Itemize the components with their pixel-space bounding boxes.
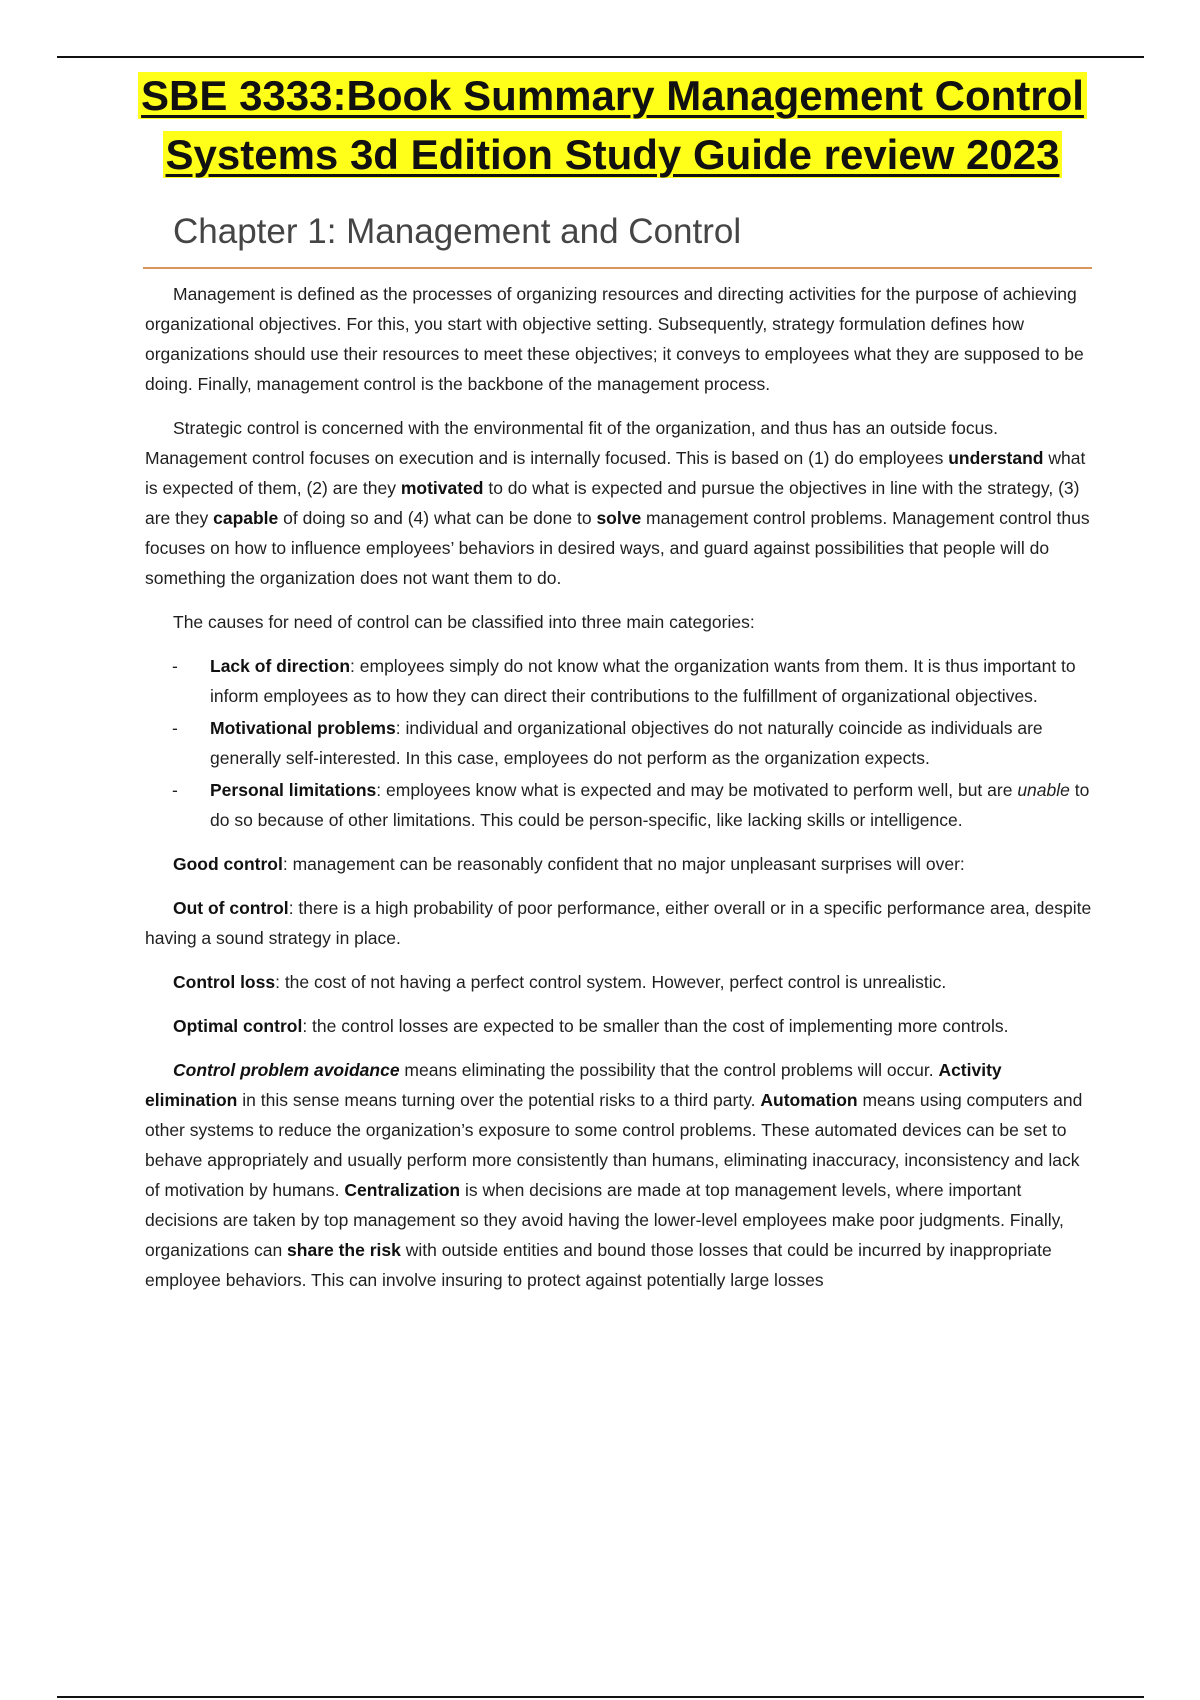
document-title	[130, 66, 1095, 184]
term-motivational-problems: Motivational problems	[210, 718, 396, 738]
document-body	[145, 279, 1095, 1309]
bullet-dash: -	[172, 656, 178, 676]
bullet-dash: -	[172, 718, 178, 738]
list-item: - Personal limitations: employees know what is expected and may be motivated to perform well, but are unable to do so because of other limitations. This could be person-specific, like lacking skills or intelligence.	[145, 775, 1095, 835]
bottom-rule	[57, 1696, 1144, 1698]
bold-solve: solve	[596, 508, 642, 528]
paragraph-management-definition: Management is defined as the processes of organizing resources and directing activities for the purpose of achieving organizational objectives. For this, you start with objective setting. Subsequently, strategy formulation defines how organizations should use their resources to meet these objectives; it conveys to employees what they are supposed to be doing. Finally, management control is the backbone of the management process.	[145, 284, 1084, 394]
bold-motivated: motivated	[400, 478, 484, 498]
bold-automation: Automation	[760, 1090, 858, 1110]
bold-italic-control-problem-avoidance: Control problem avoidance	[173, 1060, 400, 1080]
definition-good-control: Good control: management can be reasonably confident that no major unpleasant surprises will over:	[173, 854, 965, 874]
title-line-2: Systems 3d Edition Study Guide review 2023	[163, 131, 1063, 178]
causes-list	[145, 651, 1095, 835]
bold-centralization: Centralization	[344, 1180, 461, 1200]
definition-control-loss: Control loss: the cost of not having a perfect control system. However, perfect control is unrealistic.	[173, 972, 947, 992]
bold-understand: understand	[948, 448, 1044, 468]
italic-unable: unable	[1017, 780, 1070, 800]
term-personal-limitations: Personal limitations	[210, 780, 377, 800]
bold-capable: capable	[213, 508, 279, 528]
paragraph-strategic-control: Strategic control is concerned with the environmental fit of the organization, and thus has an outside focus. Management control focuses on execution and is internally focused. This is based on (1) do employees understand what is expected of them, (2) are they motivated to do what is expected and pursue the objectives in line with the strategy, (3) are they capable of doing so and (4) what can be done to solve management control problems. Management control thus focuses on how to influence employees’ behaviors in desired ways, and guard against possibilities that people will do something the organization does not want them to do.	[145, 418, 1090, 588]
term-lack-of-direction: Lack of direction	[210, 656, 351, 676]
title-line-1: SBE 3333:Book Summary Management Control	[138, 72, 1087, 119]
definition-optimal-control: Optimal control: the control losses are expected to be smaller than the cost of implementing more controls.	[173, 1016, 1009, 1036]
list-item: - Lack of direction: employees simply do not know what the organization wants from them. It is thus important to inform employees as to how they can direct their contributions to the fulfillment of organizational objectives.	[145, 651, 1095, 711]
bold-share-the-risk: share the risk	[287, 1240, 401, 1260]
definition-out-of-control: Out of control: there is a high probability of poor performance, either overall or in a specific performance area, despite having a sound strategy in place.	[145, 898, 1092, 948]
paragraph-control-problem-avoidance: Control problem avoidance means eliminating the possibility that the control problems will occur. Activity elimination in this sense means turning over the potential risks to a third party. Automation means using computers and other systems to reduce the organization’s exposure to some control problems. These automated devices can be set to behave appropriately and usually perform more consistently than humans, eliminating inaccuracy, inconsistency and lack of motivation by humans. Centralization is when decisions are made at top management levels, where important decisions are taken by top management so they avoid having the lower-level employees make poor judgments. Finally, organizations can share the risk with outside entities and bound those losses that could be incurred by inappropriate employee behaviors. This can involve insuring to protect against potentially large losses	[145, 1060, 1083, 1290]
bullet-dash: -	[172, 780, 178, 800]
list-item: - Motivational problems: individual and organizational objectives do not naturally coincide as individuals are generally self-interested. In this case, employees do not perform as the organization expects.	[145, 713, 1095, 773]
bold-activity-elimination: Activity elimination	[145, 1060, 1002, 1110]
chapter-underline	[143, 267, 1092, 269]
paragraph-causes-intro: The causes for need of control can be classified into three main categories:	[173, 612, 755, 632]
top-rule	[57, 56, 1144, 58]
chapter-heading: Chapter 1: Management and Control	[173, 212, 742, 251]
